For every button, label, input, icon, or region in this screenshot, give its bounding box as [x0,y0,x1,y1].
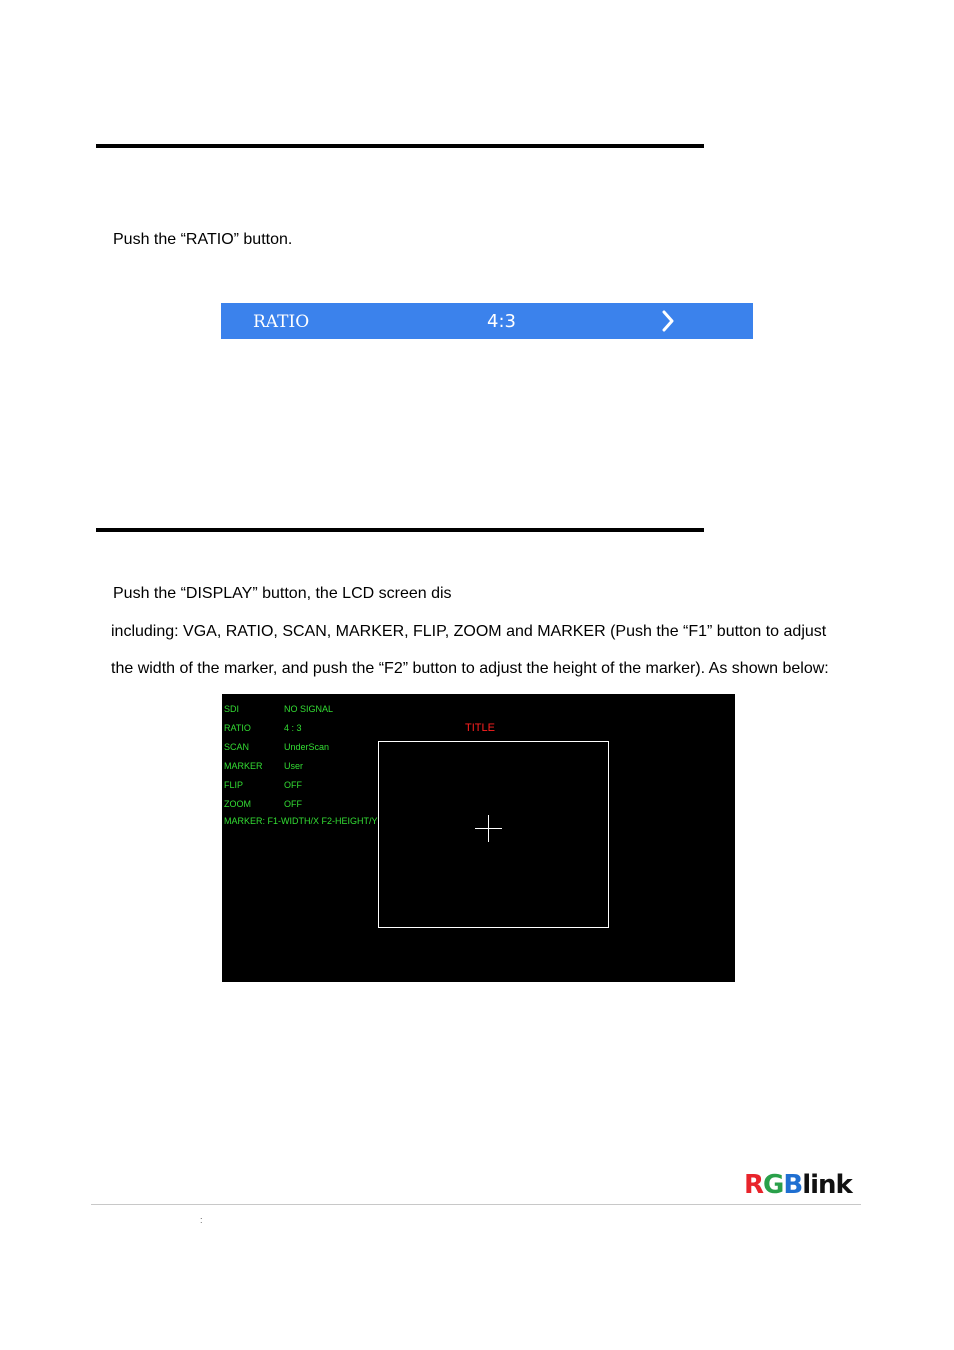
footer-colon: : [200,1215,203,1225]
osd-key-sdi: SDI [224,704,240,714]
osd-value-ratio: 4 : 3 [284,723,302,733]
display-instruction-line2: including: VGA, RATIO, SCAN, MARKER, FLIP, ZOOM and MARKER (Push the “F1” button to adjust [111,623,827,640]
ratio-menu-bar[interactable] [221,303,753,339]
footer-divider [91,1204,861,1205]
osd-key-marker: MARKER [224,761,263,771]
ratio-instruction: Push the “RATIO” button. [113,231,293,248]
crosshair-vertical [488,815,489,842]
logo-link: link [802,1170,852,1200]
logo-r: R [744,1170,764,1200]
osd-value-zoom: OFF [284,799,302,809]
lcd-title: TITLE [465,722,495,734]
chevron-right-icon[interactable] [661,310,675,332]
section-divider-bottom [96,528,704,532]
ratio-label: RATIO [253,312,310,332]
section-divider-top [96,144,704,148]
osd-marker-hint: MARKER: F1-WIDTH/X F2-HEIGHT/Y [224,816,378,826]
marker-frame [378,741,609,928]
osd-value-flip: OFF [284,780,302,790]
lcd-screen [222,694,735,982]
osd-value-sdi: NO SIGNAL [284,704,334,714]
osd-key-ratio: RATIO [224,723,251,733]
display-instruction-line3: the width of the marker, and push the “F2” button to adjust the height of the marker). As shown below: [111,660,829,677]
osd-value-marker: User [284,761,304,771]
display-instruction-line1: Push the “DISPLAY” button, the LCD screen dis [113,585,452,602]
logo-g: G [763,1170,784,1200]
logo-b: B [783,1170,803,1200]
osd-key-flip: FLIP [224,780,244,790]
rgblink-logo [744,1170,852,1200]
osd-key-zoom: ZOOM [224,799,251,809]
osd-value-scan: UnderScan [284,742,330,752]
osd-key-scan: SCAN [224,742,250,752]
ratio-value: 4:3 [487,311,516,332]
